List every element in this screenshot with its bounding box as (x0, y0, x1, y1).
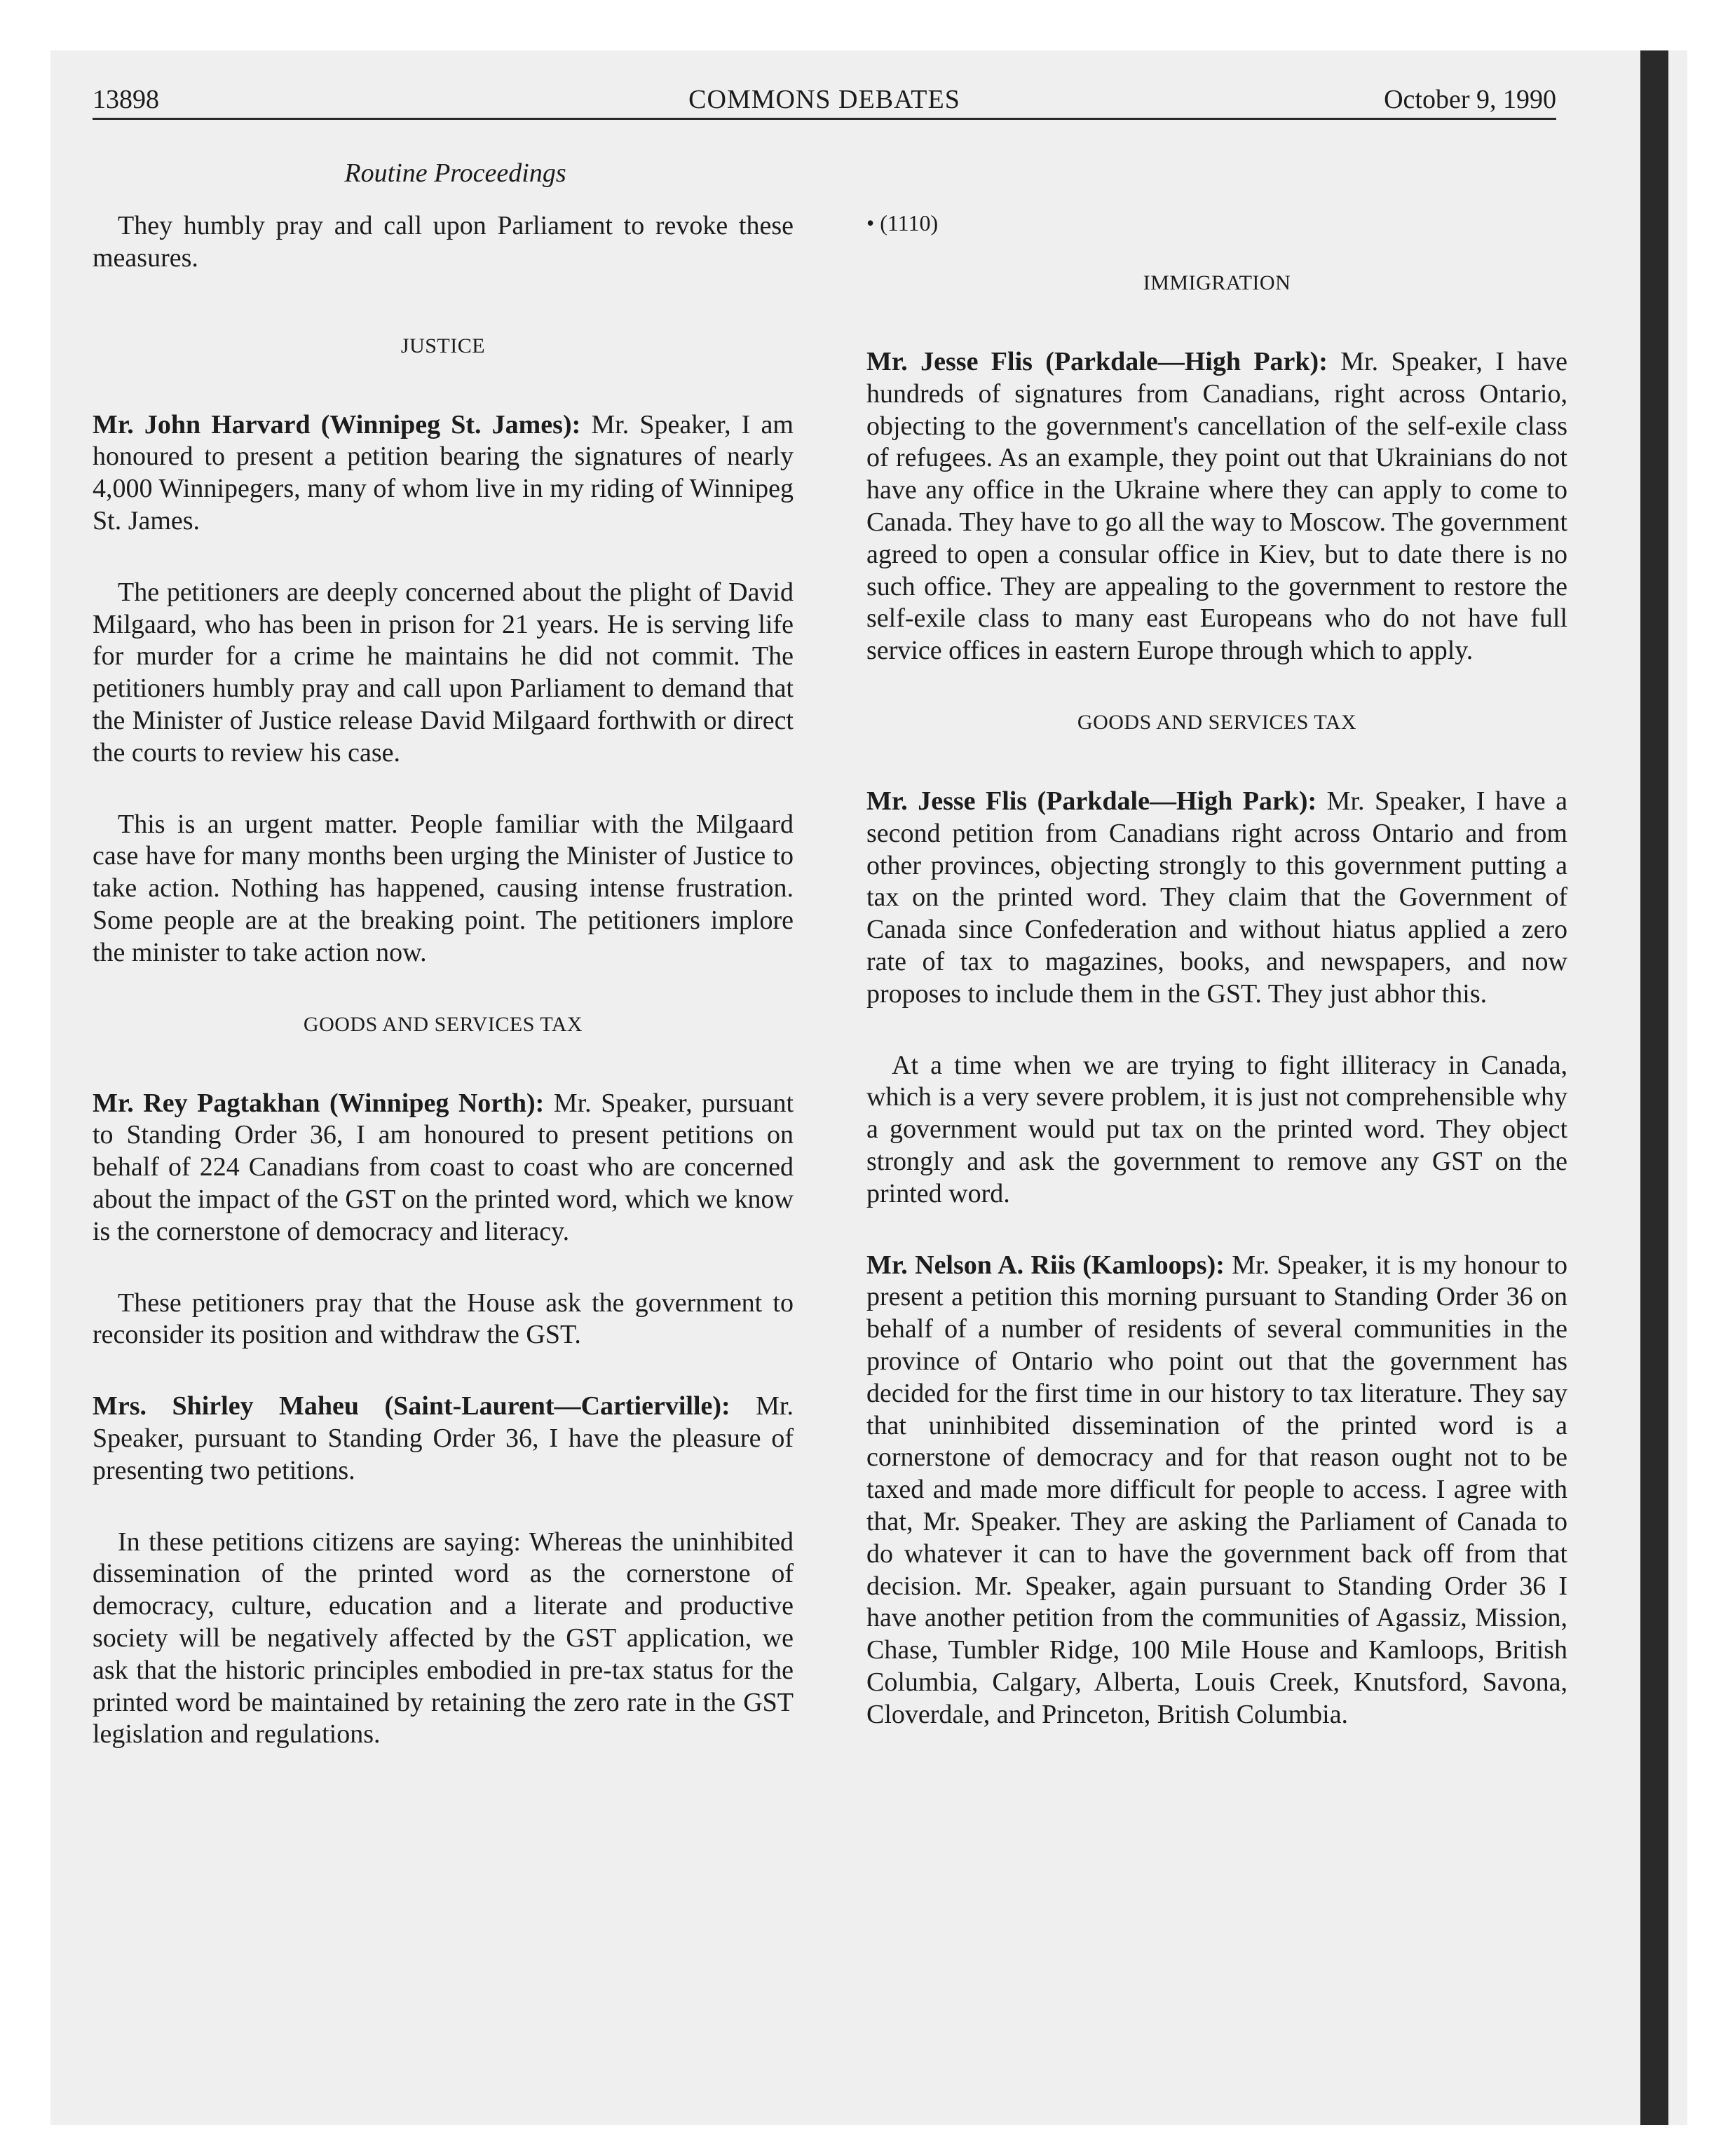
right-column (866, 210, 1567, 1731)
paragraph: This is an urgent matter. People familiar with the Milgaard case have for many months been urging the Minister of Justice to take action. Nothing has happened, causing intense frustration. Some people are at the breaking point. The petitioners implore the minister to take action now. (93, 809, 794, 967)
speech-text: Mr. Speaker, I am honoured to present a petition bearing the signatures of nearly 4,000 Winnipegers, many of whom live in my riding of Winnipeg St. James. (93, 409, 794, 535)
speech-text: Mr. Speaker, I have hundreds of signatures from Canadians, right across Ontario, objecting to the government's cancellation of the self-exile class of refugees. As an example, they point out that Ukrainians do not have any office in the Ukraine where they can apply to come to Canada. They have to go all the way to Moscow. The government agreed to open a consular office in Kiev, but to date there is no such office. They are appealing to the government to restore the self-exile class to many east Europeans who do not have full service offices in eastern Europe through which to apply. (866, 347, 1567, 666)
paragraph (93, 1088, 794, 1248)
left-column (93, 210, 794, 1751)
speech-text: Mr. Speaker, pursuant to Standing Order 36, I have the pleasure of presenting two petitions. (93, 1391, 794, 1485)
speech-text: Mr. Speaker, pursuant to Standing Order 36, I am honoured to present petitions on behalf of 224 Canadians from coast to coast who are concerned about the impact of the GST on the printed word, which we know is the cornerstone of democracy and literacy. (93, 1088, 794, 1246)
paragraph (866, 786, 1567, 1011)
paragraph (866, 1250, 1567, 1731)
page-number: 13898 (93, 85, 159, 114)
heading-goods-and-services-tax: GOODS AND SERVICES TAX (1077, 710, 1357, 734)
speaker-name: Mr. Rey Pagtakhan (Winnipeg North): (93, 1088, 545, 1118)
publication-title: COMMONS DEBATES (688, 85, 960, 114)
time-marker: • (1110) (866, 210, 939, 236)
speaker-name: Mr. Nelson A. Riis (Kamloops): (866, 1250, 1225, 1280)
section-title: Routine Proceedings (344, 158, 566, 188)
speech-text: Mr. Speaker, I have a second petition from Canadians right across Ontario and from other provinces, objecting strongly to this government putting a tax on the printed word. They claim that the Government of Canada since Confederation and without hiatus applied a zero rate of tax to magazines, books, and newspapers, and now proposes to include them in the GST. They just abhor this. (866, 786, 1567, 1009)
paragraph: The petitioners are deeply concerned about the plight of David Milgaard, who has been in prison for 21 years. He is serving life for murder for a crime he maintains he did not commit. The petitioners humbly pray and call upon Parliament to demand that the Minister of Justice release David Milgaard forthwith or direct the courts to review his case. (93, 577, 794, 767)
paragraph: At a time when we are trying to fight illiteracy in Canada, which is a very severe problem, it is just not comprehensible why a government would put tax on the printed word. They object strongly and ask the government to remove any GST on the printed word. (866, 1050, 1567, 1208)
speech-text: Mr. Speaker, it is my honour to present a petition this morning pursuant to Standing Order 36 on behalf of a number of residents of several communities in the province of Ontario who point out that the government has decided for the first time in our history to tax literature. They say that uninhibited dissemination of the printed word is a cornerstone of democracy and for that reason ought not to be taxed and made more difficult for people to access. I agree with that, Mr. Speaker. They are asking the Parliament of Canada to do whatever it can to have the government back off from that decision. Mr. Speaker, again pursuant to Standing Order 36 I have another petition from the communities of Agassiz, Mission, Chase, Tumbler Ridge, 100 Mile House and Kamloops, British Columbia, Calgary, Alberta, Louis Creek, Knutsford, Savona, Cloverdale, and Princeton, British Columbia. (866, 1250, 1567, 1729)
paragraph (93, 1391, 794, 1487)
speaker-name: Mr. Jesse Flis (Parkdale—High Park): (866, 786, 1317, 816)
speaker-name: Mr. John Harvard (Winnipeg St. James): (93, 409, 581, 439)
speaker-name: Mrs. Shirley Maheu (Saint-Laurent—Cartierville): (93, 1391, 730, 1421)
paragraph: These petitioners pray that the House ask the government to reconsider its position and withdraw the GST. (93, 1288, 794, 1350)
paragraph (866, 346, 1567, 667)
running-header (93, 77, 1556, 120)
heading-justice: JUSTICE (400, 334, 486, 357)
paragraph (93, 409, 794, 538)
paragraph: In these petitions citizens are saying: Whereas the uninhibited dissemination of the printed word as the cornerstone of democracy, culture, education and a literate and productive society will be negatively affected by the GST application, we ask that the historic principles embodied in pre-tax status for the printed word be maintained by retaining the zero rate in the GST legislation and regulations. (93, 1527, 794, 1749)
heading-goods-and-services-tax: GOODS AND SERVICES TAX (303, 1012, 583, 1036)
scan-edge-bar (1640, 50, 1668, 2125)
heading-immigration: IMMIGRATION (1143, 271, 1291, 294)
speaker-name: Mr. Jesse Flis (Parkdale—High Park): (866, 347, 1328, 376)
header-date: October 9, 1990 (1384, 85, 1556, 114)
paragraph: They humbly pray and call upon Parliament to revoke these measures. (93, 211, 794, 273)
